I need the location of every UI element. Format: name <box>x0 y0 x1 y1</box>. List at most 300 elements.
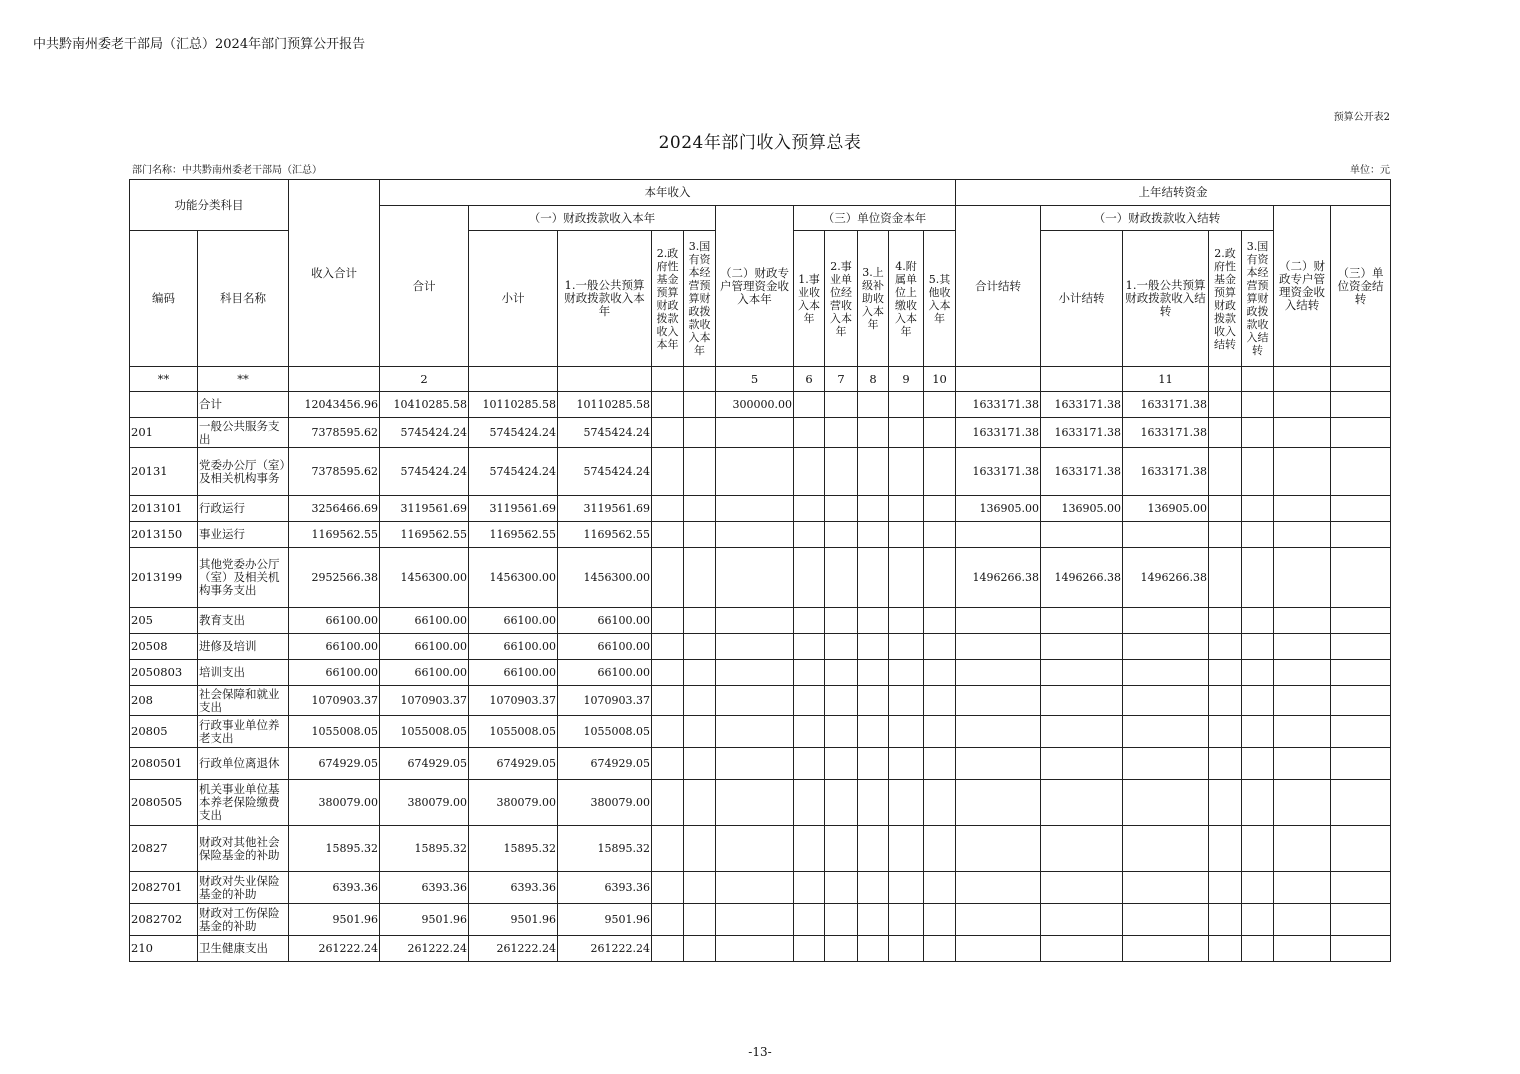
header-biz-current: 1.事业收入本年 <box>794 231 825 367</box>
header-prior-year: 上年结转资金 <box>956 180 1391 206</box>
row-upper-sub <box>858 780 889 826</box>
row-name: 社会保障和就业支出 <box>198 686 289 716</box>
header-soe-current: 3.国有资本经营预算财政拨款收入本年 <box>684 231 716 367</box>
row-xiaoji: 9501.96 <box>469 904 558 936</box>
row-carry-total: 1496266.38 <box>956 548 1041 608</box>
row-carry-soe <box>1242 496 1274 522</box>
row-other <box>924 634 956 660</box>
table-row <box>130 936 1391 962</box>
row-carry-total <box>956 608 1041 634</box>
row-upper-sub <box>858 608 889 634</box>
row-soe <box>684 660 716 686</box>
row-carry-unit <box>1331 904 1391 936</box>
document-header: 中共黔南州委老干部局（汇总）2024年部门预算公开报告 <box>33 37 366 52</box>
row-carry-gov-fund <box>1209 716 1242 748</box>
row-other <box>924 392 956 418</box>
row-carry-special <box>1274 660 1331 686</box>
row-sum: 380079.00 <box>380 780 469 826</box>
row-carry-total <box>956 748 1041 780</box>
row-biz-op <box>825 608 858 634</box>
row-sum: 261222.24 <box>380 936 469 962</box>
row-carry-xiaoji: 1633171.38 <box>1041 392 1123 418</box>
index-cell <box>1209 367 1242 392</box>
row-sum: 674929.05 <box>380 748 469 780</box>
row-total: 12043456.96 <box>289 392 380 418</box>
row-biz-op <box>825 716 858 748</box>
row-xiaoji: 15895.32 <box>469 826 558 872</box>
row-xiaoji: 6393.36 <box>469 872 558 904</box>
row-other <box>924 748 956 780</box>
row-biz-op <box>825 660 858 686</box>
header-func-class: 功能分类科目 <box>130 180 289 231</box>
row-general: 1070903.37 <box>558 686 652 716</box>
row-gov-fund <box>652 608 684 634</box>
row-carry-gov-fund <box>1209 780 1242 826</box>
index-cell <box>469 367 558 392</box>
row-carry-soe <box>1242 716 1274 748</box>
index-cell: ** <box>198 367 289 392</box>
row-upper-sub <box>858 522 889 548</box>
row-code: 2082701 <box>130 872 198 904</box>
row-name: 机关事业单位基本养老保险缴费支出 <box>198 780 289 826</box>
row-name: 行政单位离退休 <box>198 748 289 780</box>
table-row <box>130 748 1391 780</box>
row-affil <box>889 716 924 748</box>
row-gov-fund <box>652 686 684 716</box>
row-carry-soe <box>1242 634 1274 660</box>
row-upper-sub <box>858 826 889 872</box>
row-gov-fund <box>652 936 684 962</box>
row-special <box>716 826 794 872</box>
row-affil <box>889 608 924 634</box>
index-cell: 11 <box>1123 367 1209 392</box>
header-current-year: 本年收入 <box>380 180 956 206</box>
header-total-carry: 合计结转 <box>956 206 1041 367</box>
budget-table <box>129 179 1391 962</box>
row-xiaoji: 5745424.24 <box>469 418 558 448</box>
row-carry-general <box>1123 904 1209 936</box>
row-special <box>716 780 794 826</box>
row-special <box>716 548 794 608</box>
index-cell: 10 <box>924 367 956 392</box>
table-row <box>130 660 1391 686</box>
row-gov-fund <box>652 660 684 686</box>
row-sum: 5745424.24 <box>380 418 469 448</box>
table-title: 2024年部门收入预算总表 <box>658 133 862 153</box>
row-carry-soe <box>1242 936 1274 962</box>
row-xiaoji: 10110285.58 <box>469 392 558 418</box>
row-carry-gov-fund <box>1209 872 1242 904</box>
row-carry-general: 1633171.38 <box>1123 448 1209 496</box>
index-cell: 7 <box>825 367 858 392</box>
row-name: 财政对工伤保险基金的补助 <box>198 904 289 936</box>
header-fin-current: （一）财政拨款收入本年 <box>469 206 716 231</box>
row-carry-special <box>1274 634 1331 660</box>
header-item-name: 科目名称 <box>198 231 289 367</box>
header-general-current: 1.一般公共预算财政拨款收入本年 <box>558 231 652 367</box>
index-cell <box>289 367 380 392</box>
row-total: 1169562.55 <box>289 522 380 548</box>
row-gov-fund <box>652 904 684 936</box>
row-carry-general <box>1123 634 1209 660</box>
row-carry-total <box>956 826 1041 872</box>
row-total: 380079.00 <box>289 780 380 826</box>
row-special <box>716 660 794 686</box>
row-carry-xiaoji: 136905.00 <box>1041 496 1123 522</box>
index-cell <box>684 367 716 392</box>
row-carry-general: 1633171.38 <box>1123 392 1209 418</box>
row-soe <box>684 548 716 608</box>
row-other <box>924 522 956 548</box>
row-xiaoji: 66100.00 <box>469 634 558 660</box>
row-carry-gov-fund <box>1209 634 1242 660</box>
row-affil <box>889 418 924 448</box>
row-soe <box>684 686 716 716</box>
row-sum: 15895.32 <box>380 826 469 872</box>
row-biz-op <box>825 780 858 826</box>
row-gov-fund <box>652 716 684 748</box>
row-total: 1070903.37 <box>289 686 380 716</box>
row-sum: 1055008.05 <box>380 716 469 748</box>
row-carry-general <box>1123 608 1209 634</box>
row-name: 财政对其他社会保险基金的补助 <box>198 826 289 872</box>
row-soe <box>684 780 716 826</box>
row-carry-special <box>1274 418 1331 448</box>
row-gov-fund <box>652 496 684 522</box>
row-carry-unit <box>1331 496 1391 522</box>
row-carry-special <box>1274 686 1331 716</box>
row-carry-total: 1633171.38 <box>956 392 1041 418</box>
header-fin-carry: （一）财政拨款收入结转 <box>1041 206 1274 231</box>
row-biz-op <box>825 936 858 962</box>
row-carry-unit <box>1331 418 1391 448</box>
header-xiaoji-carry: 小计结转 <box>1041 231 1123 367</box>
row-carry-xiaoji <box>1041 936 1123 962</box>
row-special <box>716 522 794 548</box>
row-carry-general <box>1123 686 1209 716</box>
row-carry-unit <box>1331 780 1391 826</box>
row-general: 66100.00 <box>558 608 652 634</box>
row-biz <box>794 686 825 716</box>
row-carry-soe <box>1242 418 1274 448</box>
row-carry-unit <box>1331 608 1391 634</box>
row-other <box>924 716 956 748</box>
row-carry-gov-fund <box>1209 548 1242 608</box>
row-carry-total <box>956 522 1041 548</box>
row-biz <box>794 660 825 686</box>
row-other <box>924 780 956 826</box>
row-affil <box>889 826 924 872</box>
row-gov-fund <box>652 392 684 418</box>
row-carry-unit <box>1331 448 1391 496</box>
row-special <box>716 716 794 748</box>
row-other <box>924 448 956 496</box>
row-carry-xiaoji <box>1041 780 1123 826</box>
row-special <box>716 904 794 936</box>
row-carry-special <box>1274 780 1331 826</box>
row-gov-fund <box>652 826 684 872</box>
row-biz <box>794 392 825 418</box>
row-affil <box>889 548 924 608</box>
index-cell: ** <box>130 367 198 392</box>
row-biz <box>794 716 825 748</box>
row-general: 66100.00 <box>558 660 652 686</box>
header-subtotal: 合计 <box>380 206 469 367</box>
row-name: 教育支出 <box>198 608 289 634</box>
row-carry-general <box>1123 826 1209 872</box>
row-sum: 3119561.69 <box>380 496 469 522</box>
row-carry-soe <box>1242 548 1274 608</box>
row-biz-op <box>825 904 858 936</box>
row-carry-xiaoji <box>1041 716 1123 748</box>
row-xiaoji: 1169562.55 <box>469 522 558 548</box>
row-code: 20805 <box>130 716 198 748</box>
row-biz <box>794 936 825 962</box>
row-carry-total: 1633171.38 <box>956 448 1041 496</box>
row-carry-general <box>1123 716 1209 748</box>
row-carry-soe <box>1242 904 1274 936</box>
row-biz <box>794 826 825 872</box>
row-carry-total <box>956 634 1041 660</box>
row-carry-general <box>1123 660 1209 686</box>
page-number: -13- <box>748 1045 772 1059</box>
row-affil <box>889 780 924 826</box>
row-name: 事业运行 <box>198 522 289 548</box>
row-upper-sub <box>858 634 889 660</box>
row-carry-xiaoji <box>1041 826 1123 872</box>
index-cell <box>652 367 684 392</box>
row-gov-fund <box>652 548 684 608</box>
row-code: 2013199 <box>130 548 198 608</box>
row-name: 进修及培训 <box>198 634 289 660</box>
row-special <box>716 748 794 780</box>
row-biz <box>794 548 825 608</box>
row-carry-xiaoji <box>1041 872 1123 904</box>
row-general: 674929.05 <box>558 748 652 780</box>
row-general: 9501.96 <box>558 904 652 936</box>
row-xiaoji: 261222.24 <box>469 936 558 962</box>
index-cell: 2 <box>380 367 469 392</box>
row-carry-total <box>956 716 1041 748</box>
row-other <box>924 660 956 686</box>
row-biz <box>794 522 825 548</box>
row-soe <box>684 936 716 962</box>
row-soe <box>684 392 716 418</box>
row-special <box>716 936 794 962</box>
header-code: 编码 <box>130 231 198 367</box>
row-total: 261222.24 <box>289 936 380 962</box>
row-carry-special <box>1274 748 1331 780</box>
header-gov-fund-carry: 2.政府性基金预算财政拨款收入结转 <box>1209 231 1242 367</box>
row-carry-gov-fund <box>1209 496 1242 522</box>
row-name: 卫生健康支出 <box>198 936 289 962</box>
row-biz-op <box>825 634 858 660</box>
row-total: 6393.36 <box>289 872 380 904</box>
row-total: 9501.96 <box>289 904 380 936</box>
row-gov-fund <box>652 748 684 780</box>
row-general: 15895.32 <box>558 826 652 872</box>
header-upper-sub-current: 3.上级补助收入本年 <box>858 231 889 367</box>
table-row <box>130 716 1391 748</box>
row-soe <box>684 608 716 634</box>
row-affil <box>889 748 924 780</box>
row-biz-op <box>825 686 858 716</box>
row-carry-soe <box>1242 686 1274 716</box>
table-row <box>130 522 1391 548</box>
row-carry-unit <box>1331 748 1391 780</box>
row-xiaoji: 380079.00 <box>469 780 558 826</box>
row-carry-special <box>1274 872 1331 904</box>
row-other <box>924 418 956 448</box>
row-biz-op <box>825 496 858 522</box>
header-gov-fund-current: 2.政府性基金预算财政拨款收入本年 <box>652 231 684 367</box>
row-biz <box>794 496 825 522</box>
row-other <box>924 608 956 634</box>
row-carry-xiaoji: 1633171.38 <box>1041 418 1123 448</box>
header-affil-current: 4.附属单位上缴收入本年 <box>889 231 924 367</box>
row-code: 20131 <box>130 448 198 496</box>
row-general: 66100.00 <box>558 634 652 660</box>
row-carry-total <box>956 686 1041 716</box>
row-carry-xiaoji: 1633171.38 <box>1041 448 1123 496</box>
row-other <box>924 936 956 962</box>
row-carry-total <box>956 936 1041 962</box>
row-carry-general: 1633171.38 <box>1123 418 1209 448</box>
row-biz-op <box>825 748 858 780</box>
row-name: 行政运行 <box>198 496 289 522</box>
row-carry-xiaoji <box>1041 904 1123 936</box>
row-carry-gov-fund <box>1209 748 1242 780</box>
row-general: 380079.00 <box>558 780 652 826</box>
row-other <box>924 686 956 716</box>
index-cell <box>1242 367 1274 392</box>
row-biz <box>794 448 825 496</box>
row-carry-xiaoji <box>1041 608 1123 634</box>
row-code: 208 <box>130 686 198 716</box>
row-carry-gov-fund <box>1209 826 1242 872</box>
row-affil <box>889 634 924 660</box>
row-carry-special <box>1274 716 1331 748</box>
row-carry-gov-fund <box>1209 448 1242 496</box>
row-sum: 10410285.58 <box>380 392 469 418</box>
row-total: 674929.05 <box>289 748 380 780</box>
table-row <box>130 780 1391 826</box>
row-xiaoji: 674929.05 <box>469 748 558 780</box>
table-row <box>130 826 1391 872</box>
row-carry-xiaoji <box>1041 748 1123 780</box>
table-row <box>130 496 1391 522</box>
row-biz-op <box>825 392 858 418</box>
header-special-carry: （二）财政专户管理资金收入结转 <box>1274 206 1331 367</box>
row-gov-fund <box>652 418 684 448</box>
row-total: 2952566.38 <box>289 548 380 608</box>
row-carry-total <box>956 904 1041 936</box>
row-carry-xiaoji <box>1041 634 1123 660</box>
row-carry-xiaoji: 1496266.38 <box>1041 548 1123 608</box>
row-carry-special <box>1274 522 1331 548</box>
row-code: 2080505 <box>130 780 198 826</box>
row-special <box>716 686 794 716</box>
row-upper-sub <box>858 392 889 418</box>
row-upper-sub <box>858 686 889 716</box>
table-row <box>130 392 1391 418</box>
index-cell: 6 <box>794 367 825 392</box>
row-special <box>716 872 794 904</box>
row-special <box>716 608 794 634</box>
row-soe <box>684 904 716 936</box>
row-carry-soe <box>1242 660 1274 686</box>
row-xiaoji: 3119561.69 <box>469 496 558 522</box>
row-other <box>924 496 956 522</box>
row-carry-total <box>956 660 1041 686</box>
row-name: 合计 <box>198 392 289 418</box>
index-row <box>130 367 1391 392</box>
row-sum: 5745424.24 <box>380 448 469 496</box>
row-special <box>716 448 794 496</box>
row-carry-special <box>1274 548 1331 608</box>
row-xiaoji: 1055008.05 <box>469 716 558 748</box>
row-total: 3256466.69 <box>289 496 380 522</box>
row-carry-soe <box>1242 608 1274 634</box>
index-cell: 8 <box>858 367 889 392</box>
row-name: 党委办公厅（室）及相关机构事务 <box>198 448 289 496</box>
row-carry-unit <box>1331 716 1391 748</box>
row-general: 5745424.24 <box>558 418 652 448</box>
row-carry-special <box>1274 448 1331 496</box>
row-total: 66100.00 <box>289 608 380 634</box>
header-unit-current: （三）单位资金本年 <box>794 206 956 231</box>
row-carry-soe <box>1242 826 1274 872</box>
row-carry-gov-fund <box>1209 418 1242 448</box>
row-general: 1169562.55 <box>558 522 652 548</box>
row-name: 其他党委办公厅（室）及相关机构事务支出 <box>198 548 289 608</box>
row-affil <box>889 392 924 418</box>
row-carry-total <box>956 872 1041 904</box>
row-soe <box>684 448 716 496</box>
row-gov-fund <box>652 522 684 548</box>
row-total: 7378595.62 <box>289 448 380 496</box>
row-soe <box>684 872 716 904</box>
row-upper-sub <box>858 748 889 780</box>
row-carry-soe <box>1242 392 1274 418</box>
row-carry-soe <box>1242 872 1274 904</box>
row-carry-special <box>1274 496 1331 522</box>
row-carry-general <box>1123 936 1209 962</box>
row-affil <box>889 686 924 716</box>
row-carry-xiaoji <box>1041 522 1123 548</box>
row-affil <box>889 660 924 686</box>
row-special: 300000.00 <box>716 392 794 418</box>
row-biz-op <box>825 448 858 496</box>
row-soe <box>684 716 716 748</box>
row-affil <box>889 496 924 522</box>
row-code: 2080501 <box>130 748 198 780</box>
unit-label: 单位：元 <box>1350 165 1390 176</box>
header-other-current: 5.其他收入本年 <box>924 231 956 367</box>
index-cell <box>1041 367 1123 392</box>
row-upper-sub <box>858 872 889 904</box>
row-sum: 1169562.55 <box>380 522 469 548</box>
row-carry-general: 1496266.38 <box>1123 548 1209 608</box>
row-affil <box>889 936 924 962</box>
row-gov-fund <box>652 872 684 904</box>
row-code: 201 <box>130 418 198 448</box>
row-upper-sub <box>858 936 889 962</box>
row-biz-op <box>825 548 858 608</box>
row-biz <box>794 634 825 660</box>
index-cell: 5 <box>716 367 794 392</box>
row-carry-soe <box>1242 748 1274 780</box>
